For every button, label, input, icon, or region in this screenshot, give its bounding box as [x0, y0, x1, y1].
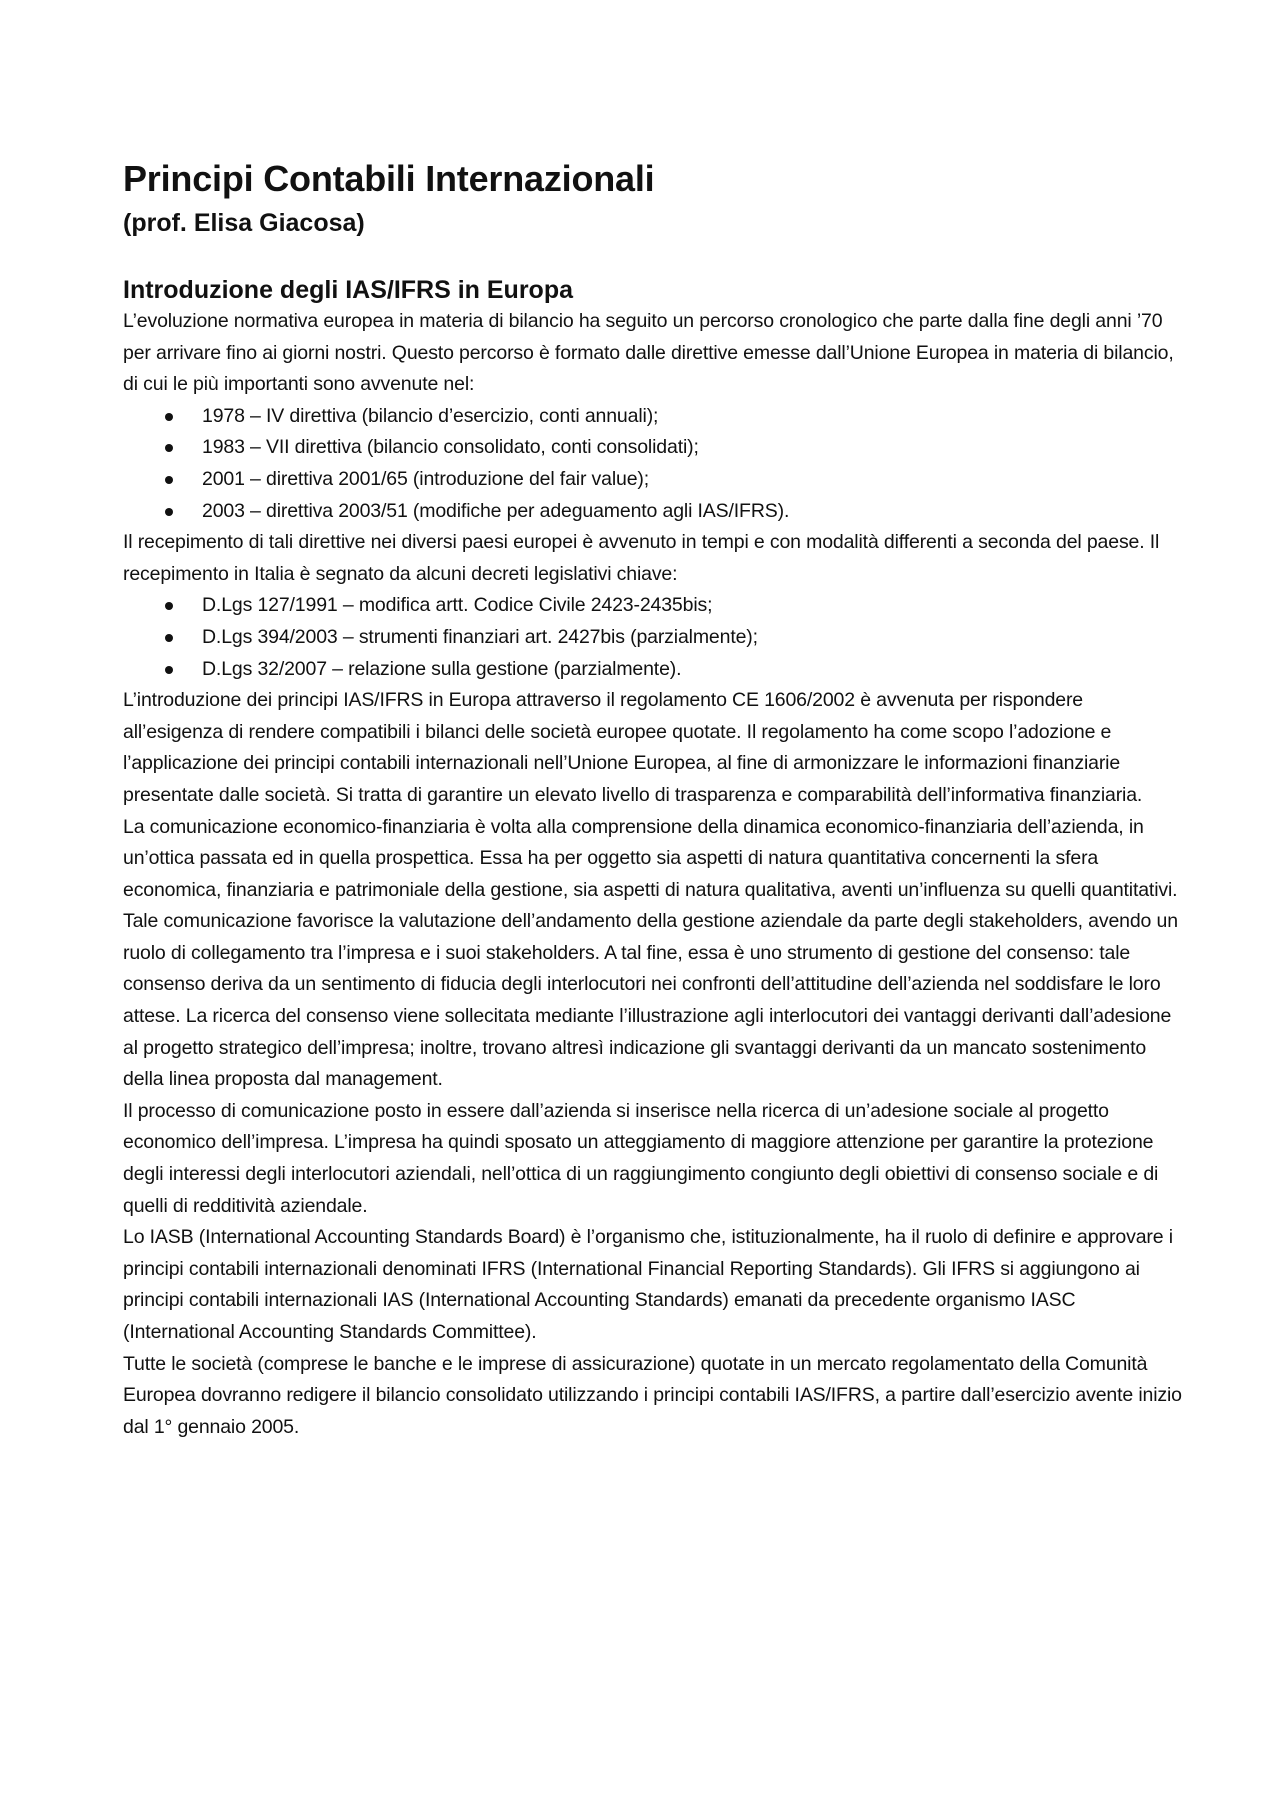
paragraph-societa: Tutte le società (comprese le banche e le imprese di assicurazione) quotate in un mercato regolamentato della Comunità Europea dovranno redigere il bilancio consolidato utilizzando i principi contabili IAS/IFRS, a partire dall’esercizio avente inizio dal 1° gennaio 2005. [123, 1352, 1182, 1438]
decrees-list [123, 590, 1183, 685]
list-item [163, 496, 1183, 528]
list-item-text: D.Lgs 394/2003 – strumenti finanziari art. 2427bis (parzialmente); [202, 625, 758, 648]
directives-list [123, 401, 1183, 527]
paragraph-evolution: L’evoluzione normativa europea in materia di bilancio ha seguito un percorso cronologico che parte dalla fine degli anni ’70 per arrivare fino ai giorni nostri. Questo percorso è formato dalle direttive emesse dall’Unione Europea in materia di bilancio, di cui le più importanti sono avvenute nel: [123, 310, 1174, 396]
list-item-text: 1978 – IV direttiva (bilancio d’esercizio, conti annuali); [202, 404, 659, 427]
bullet-icon [165, 666, 173, 674]
document-page [123, 158, 1183, 1443]
paragraph-processo: Il processo di comunicazione posto in essere dall’azienda si inserisce nella ricerca di un’adesione sociale al progetto economico dell’impresa. L’impresa ha quindi sposato un atteggiamento di maggiore attenzione per garantire la protezione degli interessi degli interlocutori aziendali, nell’ottica di un raggiungimento congiunto degli obiettivi di consenso sociale e di quelli di redditività aziendale. [123, 1099, 1159, 1217]
paragraph-regolamento: L’introduzione dei principi IAS/IFRS in Europa attraverso il regolamento CE 1606/2002 è avvenuta per rispondere all’esigenza di rendere compatibili i bilanci delle società europee quotate. Il regolamento ha come scopo l’adozione e l’applicazione dei principi contabili internazionali nell’Unione Europea, al fine di armonizzare le informazioni finanziarie presentate dalle società. Si tratta di garantire un elevato livello di trasparenza e comparabilità dell’informativa finanziaria. [123, 689, 1143, 806]
bullet-icon [165, 602, 173, 610]
list-item-text: 1983 – VII direttiva (bilancio consolidato, conti consolidati); [202, 436, 699, 459]
list-item-text: D.Lgs 127/1991 – modifica artt. Codice Civile 2423-2435bis; [202, 594, 713, 617]
list-item-text: 2003 – direttiva 2003/51 (modifiche per adeguamento agli IAS/IFRS). [202, 499, 790, 522]
bullet-icon [165, 476, 173, 484]
list-item [163, 590, 1183, 622]
paragraph-stakeholders: Tale comunicazione favorisce la valutazione dell’andamento della gestione aziendale da parte degli stakeholders, avendo un ruolo di collegamento tra l’impresa e i suoi stakeholders. A tal fine, essa è uno strumento di gestione del consenso: tale consenso deriva da un sentimento di fiducia degli interlocutori nei confronti dell’attitudine dell’azienda nel soddisfare le loro attese. La ricerca del consenso viene sollecitata mediante l’illustrazione agli interlocutori dei vantaggi derivanti dall’adesione al progetto strategico dell’impresa; inoltre, trovano altresì indicazione gli svantaggi derivanti da un mancato sostenimento della linea proposta dal management. [123, 910, 1178, 1091]
bullet-icon [165, 444, 173, 452]
document-title: Principi Contabili Internazionali [123, 158, 655, 199]
paragraph-recepimento: Il recepimento di tali direttive nei diversi paesi europei è avvenuto in tempi e con modalità differenti a seconda del paese. Il recepimento in Italia è segnato da alcuni decreti legislativi chiave: [123, 531, 1160, 585]
bullet-icon [165, 413, 173, 421]
section-body [123, 306, 1183, 1443]
section-heading: Introduzione degli IAS/IFRS in Europa [123, 276, 573, 304]
list-item [163, 432, 1183, 464]
paragraph-iasb: Lo IASB (International Accounting Standards Board) è l’organismo che, istituzionalmente, ha il ruolo di definire e approvare i principi contabili internazionali denominati IFRS (International Financial Reporting Standards). Gli IFRS si aggiungono ai principi contabili internazionali IAS (International Accounting Standards) emanati da precedente organismo IASC (International Accounting Standards Committee). [123, 1226, 1173, 1343]
paragraph-comunicazione: La comunicazione economico-finanziaria è volta alla comprensione della dinamica economico-finanziaria dell’azienda, in un’ottica passata ed in quella prospettica. Essa ha per oggetto sia aspetti di natura quantitativa concernenti la sfera economica, finanziaria e patrimoniale della gestione, sia aspetti di natura qualitativa, aventi un’influenza su quelli quantitativi. [123, 815, 1178, 901]
list-item-text: D.Lgs 32/2007 – relazione sulla gestione (parzialmente). [202, 657, 682, 680]
list-item-text: 2001 – direttiva 2001/65 (introduzione del fair value); [202, 467, 650, 490]
list-item [163, 654, 1183, 686]
bullet-icon [165, 508, 173, 516]
list-item [163, 401, 1183, 433]
list-item [163, 464, 1183, 496]
document-subtitle: (prof. Elisa Giacosa) [123, 209, 365, 237]
bullet-icon [165, 634, 173, 642]
list-item [163, 622, 1183, 654]
